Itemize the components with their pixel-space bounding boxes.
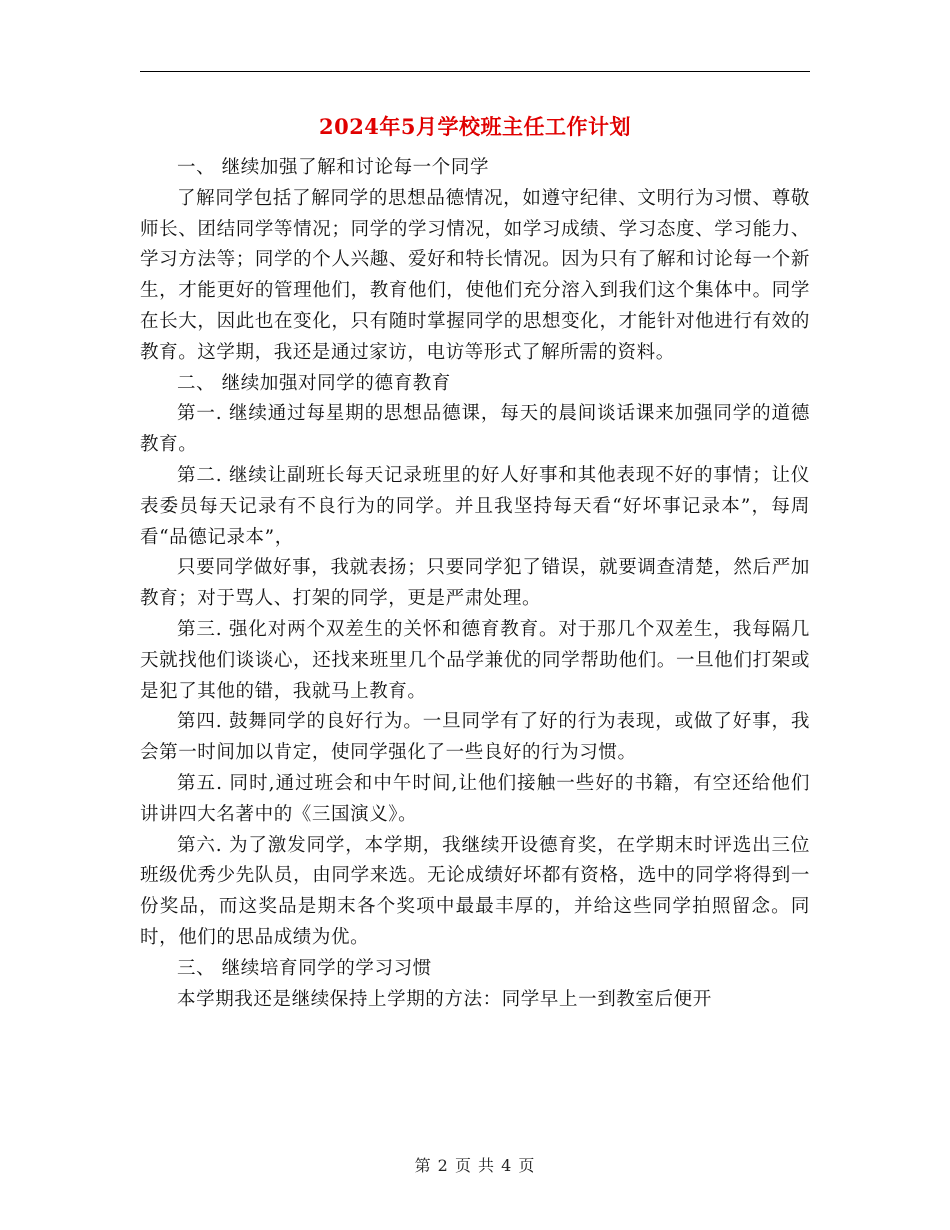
section-heading-2: 二、 继续加强对同学的德育教育 (177, 372, 451, 394)
section-heading-1: 一、 继续加强了解和讨论每一个同学 (177, 157, 490, 178)
paragraph: 了解同学包括了解同学的思想品德情况，如遵守纪律、文明行为习惯、尊敬师长、团结同学等情况；同学的学习情况，如学习成绩、学习态度、学习能力、学习方法等；同学的个人兴趣、爱好和特长情况。因为只有了解和讨论每一个新生，才能更好的管理他们，教育他们，使他们充分溶入到我们这个集体中。同学在长大，因此也在变化，只有随时掌握同学的思想变化，才能针对他进行有效的教育。这学期，我还是通过家访，电访等形式了解所需的资料。 (140, 187, 810, 363)
paragraph: 本学期我还是继续保持上学期的方法：同学早上一到教室后便开 (177, 988, 712, 1010)
document-title: 2024年5月学校班主任工作计划 (318, 114, 632, 139)
paragraph: 第二. 继续让副班长每天记录班里的好人好事和其他表现不好的事情；让仪表委员每天记录有不良行为的同学。并且我坚持每天看“好坏事记录本”，每周看“品德记录本”， (140, 464, 810, 548)
paragraph: 第五. 同时,通过班会和中午时间,让他们接触一些好的书籍，有空还给他们讲讲四大名著中的《三国演义》。 (140, 772, 810, 825)
document-body (140, 153, 810, 1015)
paragraph: 第一. 继续通过每星期的思想品德课，每天的晨间谈话课来加强同学的道德教育。 (140, 403, 810, 456)
page-number: 第 2 页 共 4 页 (414, 1156, 536, 1175)
paragraph: 只要同学做好事，我就表扬；只要同学犯了错误，就要调查清楚，然后严加教育；对于骂人、打架的同学，更是严肃处理。 (140, 557, 810, 610)
paragraph: 第四. 鼓舞同学的良好行为。一旦同学有了好的行为表现，或做了好事，我会第一时间加以肯定，使同学强化了一些良好的行为习惯。 (140, 711, 810, 764)
paragraph: 第三. 强化对两个双差生的关怀和德育教育。对于那几个双差生，我每隔几天就找他们谈谈心，还找来班里几个品学兼优的同学帮助他们。一旦他们打架或是犯了其他的错，我就马上教育。 (140, 618, 810, 702)
section-heading-3: 三、 继续培育同学的学习习惯 (177, 957, 432, 979)
paragraph: 第六. 为了激发同学，本学期，我继续开设德育奖，在学期末时评选出三位班级优秀少先队员，由同学来选。无论成绩好坏都有资格，选中的同学将得到一份奖品，而这奖品是期末各个奖项中最最丰厚的，并给这些同学拍照留念。同时，他们的思品成绩为优。 (140, 834, 810, 948)
header-rule (140, 71, 810, 72)
